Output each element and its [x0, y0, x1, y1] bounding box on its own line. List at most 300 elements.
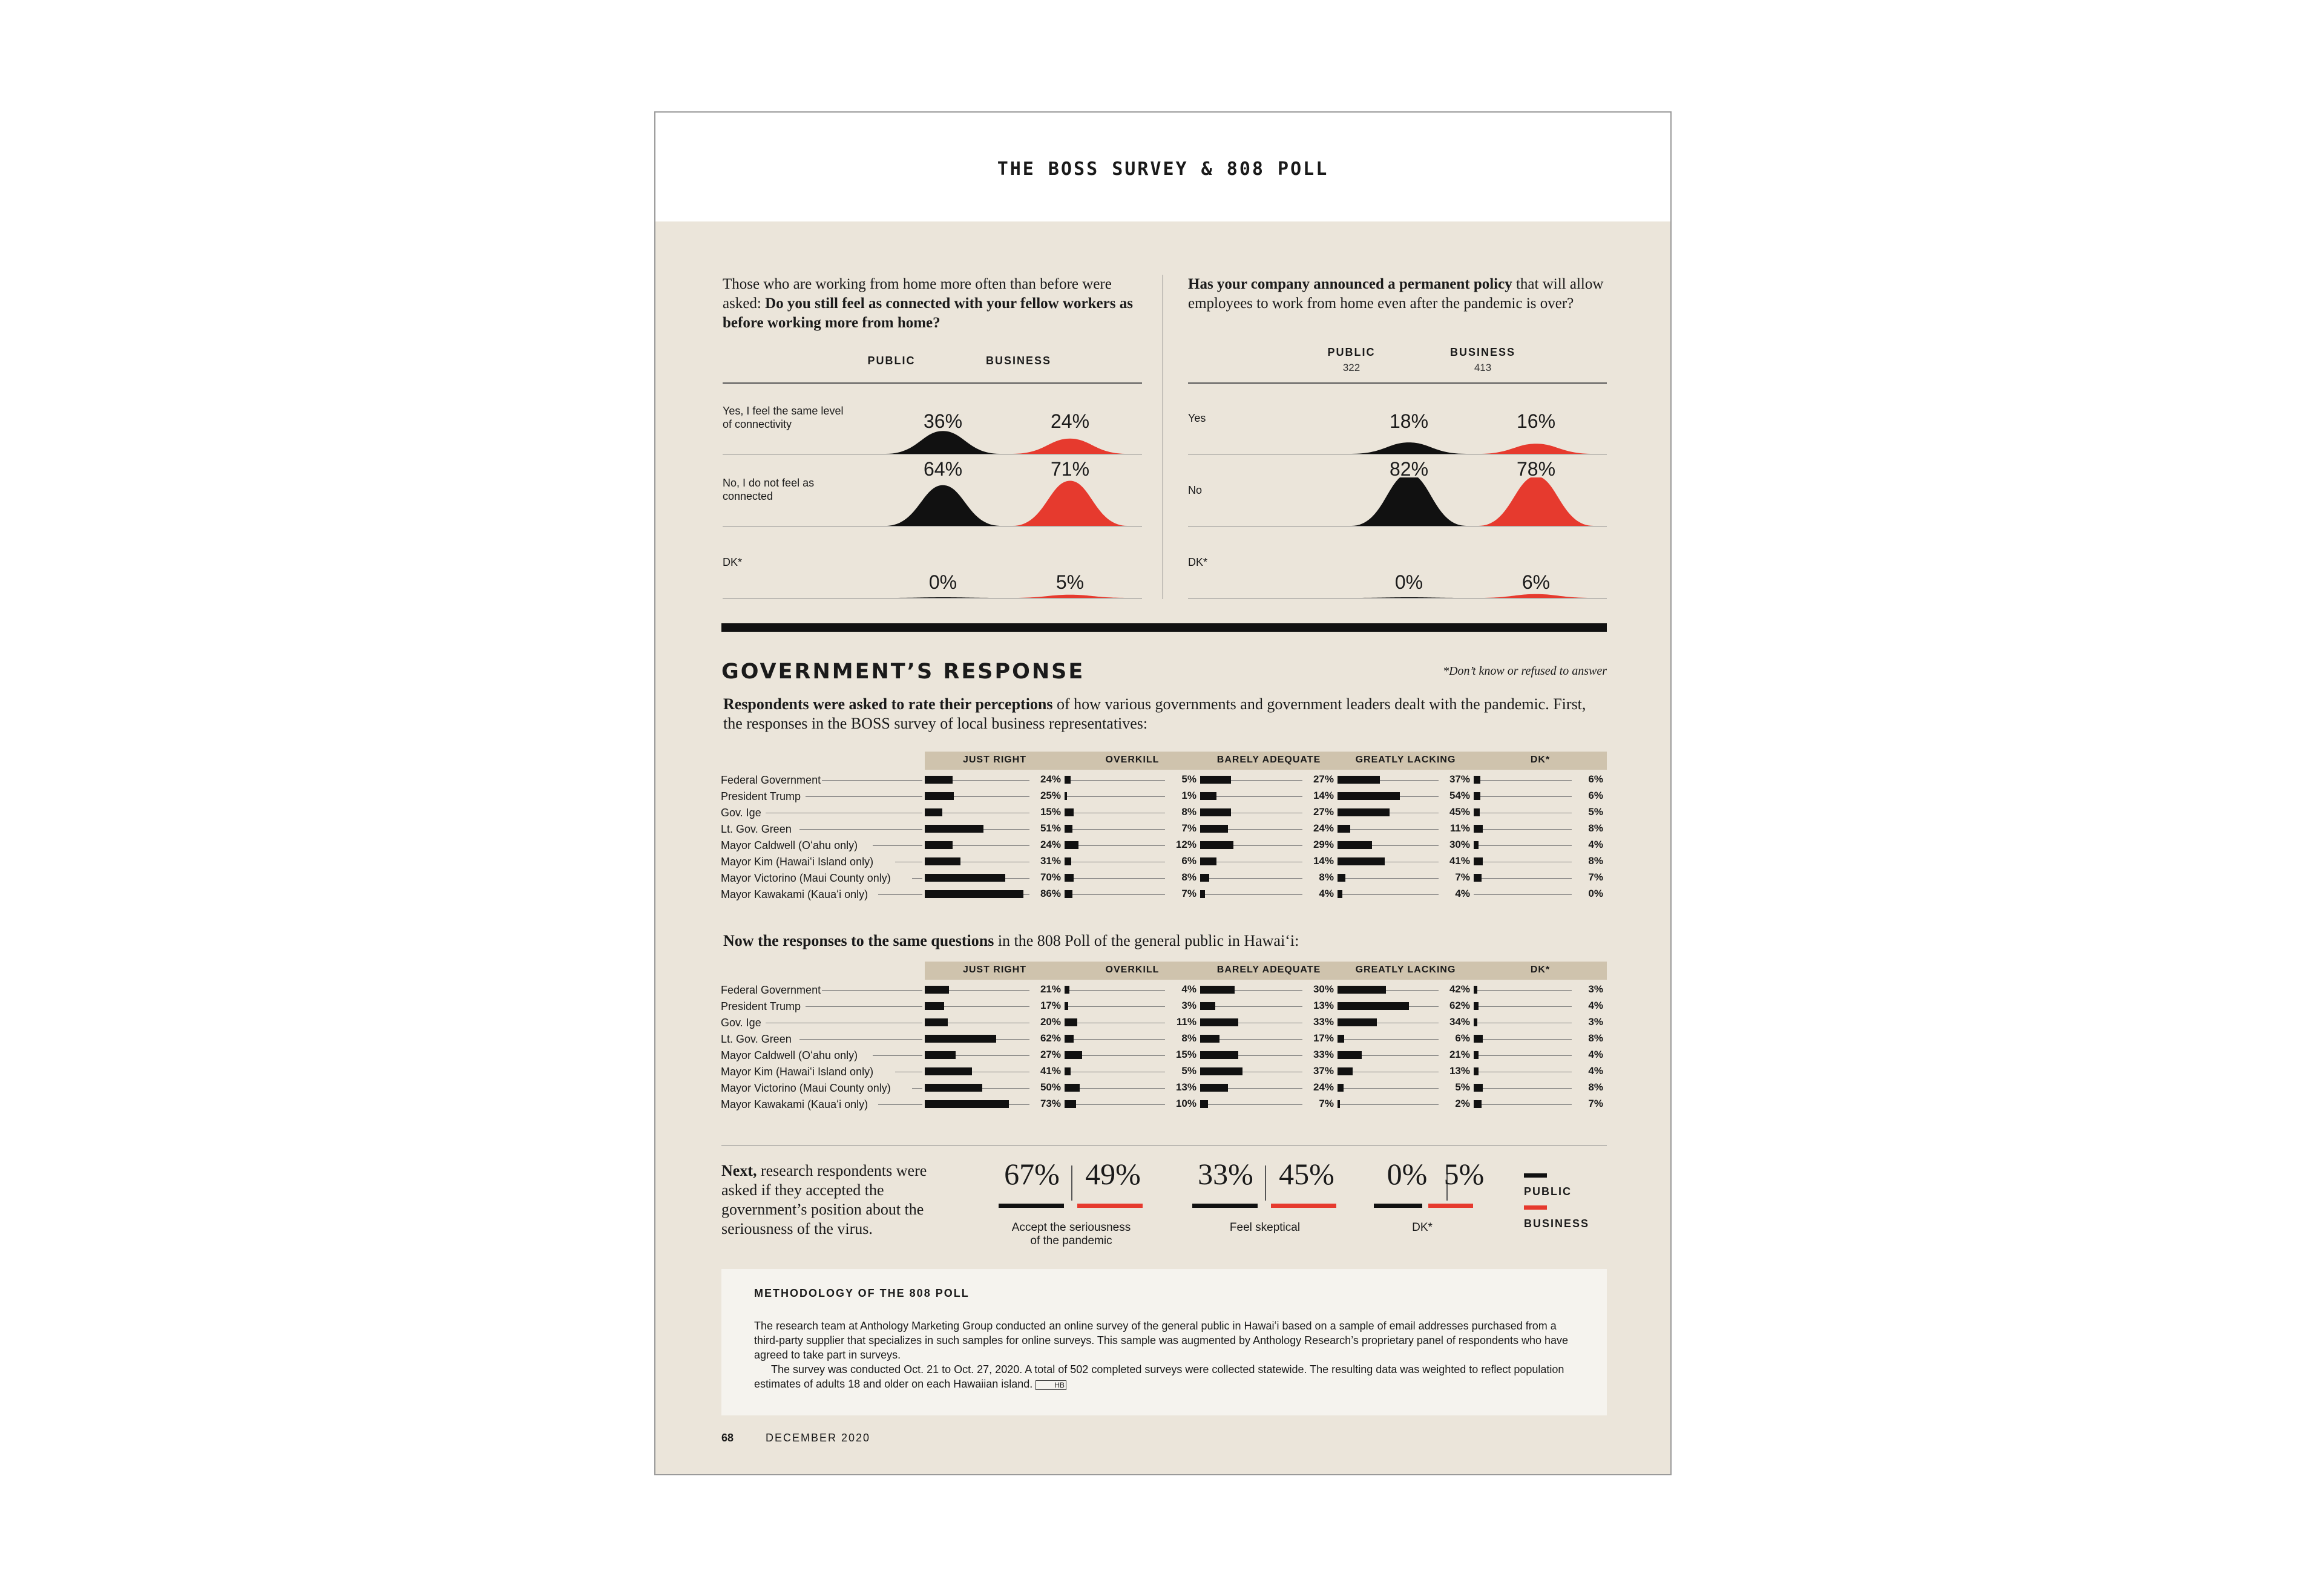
business-table-row-leader: [912, 878, 922, 879]
business-table-row-name: Mayor Kawakami (Kauaʻi only): [721, 888, 868, 900]
connected-public-bump: [885, 477, 1000, 526]
business-table-row-name: President Trump: [721, 790, 801, 802]
public-table-bar-value: 4%: [1181, 983, 1196, 995]
seriousness-caption-line1: Accept the seriousness: [1011, 1221, 1131, 1234]
business-table-bar-line: [1480, 796, 1572, 797]
seriousness-public-value: 33%: [1198, 1157, 1253, 1191]
business-table-row-name: Mayor Victorino (Maui County only): [721, 872, 891, 884]
public-table-bar: [1065, 1035, 1074, 1043]
seriousness-business-value: 45%: [1279, 1157, 1334, 1191]
public-table-bar: [925, 1002, 944, 1010]
policy-business-value: 16%: [1516, 410, 1556, 432]
business-table-row-name: Federal Government: [721, 774, 821, 786]
public-table-bar-line: [1076, 1104, 1165, 1105]
public-table-bar: [925, 1035, 996, 1043]
policy-public-bump-shape: [1351, 442, 1466, 454]
business-table-bar-value: 8%: [1588, 822, 1603, 834]
public-table-bar-value: 27%: [1040, 1049, 1061, 1060]
public-table-bar: [925, 1051, 956, 1059]
business-table-bar: [1065, 841, 1078, 849]
public-table-bar: [1338, 1002, 1409, 1010]
public-table-bar-line: [1479, 1006, 1572, 1007]
public-table-col-4: DK*: [1530, 965, 1551, 975]
public-table-bar: [925, 1084, 982, 1092]
public-table-bar-line: [1069, 990, 1165, 991]
business-table-bar-line: [953, 780, 1029, 781]
public-table-bar: [1338, 1051, 1362, 1059]
policy-row-label: No: [1188, 484, 1203, 496]
business-table-bar-value: 24%: [1040, 773, 1061, 785]
public-table-bar: [1200, 1051, 1238, 1059]
business-table-bar-line: [1071, 780, 1166, 781]
business-table-bar-line: [953, 845, 1029, 846]
business-table-bar-value: 0%: [1588, 888, 1603, 899]
seriousness-caption: [1386, 1221, 1459, 1234]
business-table-bar-value: 7%: [1588, 871, 1603, 883]
business-table-bar: [1200, 874, 1209, 882]
policy-public-bump-shape: [1351, 477, 1466, 526]
connected-business-bump: [1013, 477, 1128, 526]
business-table-bar-line: [1072, 829, 1165, 830]
business-table-bar: [1065, 874, 1074, 882]
business-table-bar: [1338, 857, 1385, 865]
public-table-bar-value: 10%: [1175, 1098, 1196, 1109]
business-table-bar: [925, 841, 953, 849]
business-intro: Respondents were asked to rate their perceptions of how various governments and government leaders dealt with the pandemic. First, the responses in the BOSS survey of local business representatives:: [723, 695, 1586, 732]
connected-public-value: 64%: [923, 458, 963, 480]
public-table-bar-value: 21%: [1449, 1049, 1470, 1060]
dk-footnote: *Don’t know or refused to answer: [1443, 664, 1607, 678]
public-table-bar-line: [1215, 1006, 1302, 1007]
business-table-bar: [925, 890, 1023, 898]
section-thick-rule: [721, 623, 1607, 632]
public-table-bar: [1200, 1002, 1215, 1010]
business-table-bar-value: 27%: [1313, 773, 1334, 785]
business-table-bar-value: 27%: [1313, 806, 1334, 818]
public-table-bar-value: 62%: [1449, 1000, 1470, 1011]
business-table-bar-value: 11%: [1449, 822, 1470, 834]
public-table-bar-value: 8%: [1181, 1032, 1196, 1044]
seriousness-business-bar: [1077, 1204, 1143, 1208]
business-table-bar-value: 86%: [1040, 888, 1061, 899]
public-table-row-name: Mayor Caldwell (Oʻahu only): [721, 1049, 858, 1061]
policy-business-bump: [1479, 477, 1594, 526]
public-table-bar: [1474, 1084, 1483, 1092]
business-table-bar-value: 6%: [1588, 790, 1603, 801]
public-table-row-leader: [878, 1104, 922, 1105]
seriousness-business-bar: [1271, 1204, 1336, 1208]
public-table-col-0: JUST RIGHT: [962, 965, 1027, 975]
business-table-row-leader: [799, 829, 922, 830]
public-table-bar: [925, 1018, 948, 1026]
public-table-bar: [1200, 1100, 1208, 1108]
business-table-bar: [1338, 874, 1345, 882]
connected-business-value: 5%: [1055, 571, 1085, 593]
seriousness-divider: [1071, 1165, 1072, 1201]
connected-business-value: 71%: [1050, 458, 1090, 480]
public-table-bar-value: 21%: [1040, 983, 1061, 995]
business-table-bar-line: [1345, 878, 1439, 879]
business-table-row-name: Gov. Ige: [721, 807, 761, 819]
public-table-bar-line: [1219, 1039, 1302, 1040]
connected-col-business: BUSINESS: [985, 355, 1052, 367]
business-table-bar-value: 54%: [1449, 790, 1470, 801]
business-table-bar-line: [1474, 894, 1572, 895]
public-table-bar: [1338, 1084, 1344, 1092]
business-table-bar-value: 30%: [1449, 839, 1470, 850]
business-table-bar-line: [1350, 829, 1439, 830]
business-table-bar: [1200, 808, 1231, 816]
business-table-bar-value: 37%: [1449, 773, 1470, 785]
magazine-page: [654, 111, 1672, 1475]
public-table-bar-line: [1386, 990, 1439, 991]
business-table-bar-line: [1078, 845, 1165, 846]
public-table-bar: [925, 986, 949, 994]
legend-public-label: PUBLIC: [1524, 1185, 1572, 1198]
public-table-bar-value: 33%: [1313, 1016, 1334, 1028]
business-table-bar-line: [1400, 796, 1439, 797]
public-table-row-leader: [822, 990, 922, 991]
business-table-bar: [1474, 841, 1479, 849]
policy-public-value: 82%: [1389, 458, 1429, 480]
public-table-bar: [1474, 1100, 1482, 1108]
public-table-bar: [1474, 1035, 1483, 1043]
business-table-bar: [925, 792, 954, 800]
public-table-bar-value: 4%: [1588, 1000, 1603, 1011]
business-table-bar: [1065, 890, 1072, 898]
page-header: [655, 113, 1670, 221]
public-table-row-leader: [799, 1039, 922, 1040]
business-table-row-name: Mayor Kim (Hawaiʻi Island only): [721, 856, 874, 868]
business-table-bar: [925, 874, 1005, 882]
policy-col-business: BUSINESS: [1449, 346, 1516, 358]
public-table-row-leader: [873, 1055, 922, 1056]
connected-business-bump-shape: [1013, 480, 1128, 526]
business-table-bar: [1200, 776, 1231, 784]
public-table-bar-line: [1228, 1088, 1302, 1089]
business-table-bar-line: [1231, 780, 1302, 781]
public-table-bar: [1065, 986, 1069, 994]
public-table-bar-value: 20%: [1040, 1016, 1061, 1028]
public-table-bar-line: [944, 1006, 1029, 1007]
public-table-col-3: GREATLY LACKING: [1355, 965, 1456, 975]
business-table-col-0: JUST RIGHT: [962, 755, 1027, 765]
public-table-bar: [1338, 986, 1386, 994]
public-table-bar-value: 7%: [1588, 1098, 1603, 1109]
seriousness-public-value: 67%: [1004, 1157, 1060, 1191]
public-table-row-name: President Trump: [721, 1000, 801, 1012]
public-table-row-name: Mayor Victorino (Maui County only): [721, 1082, 891, 1094]
business-table-bar-value: 45%: [1449, 806, 1470, 818]
seriousness-caption-line2: of the pandemic: [1030, 1234, 1112, 1247]
public-table-bar: [1065, 1067, 1071, 1075]
business-table-col-1: OVERKILL: [1105, 755, 1160, 765]
legend-business-label: BUSINESS: [1524, 1218, 1590, 1230]
policy-question: Has your company announced a permanent policy that will allow employees to work from home even after the pandemic is over?: [1188, 276, 1604, 312]
policy-business-bump-shape: [1479, 477, 1594, 526]
business-table-bar-line: [1233, 845, 1302, 846]
public-table-bar-line: [1482, 1104, 1572, 1105]
public-table-bar: [1474, 1002, 1479, 1010]
connected-public-value: 0%: [928, 571, 957, 593]
connected-col-public: PUBLIC: [867, 355, 916, 367]
connected-public-bump-shape: [885, 485, 1000, 526]
seriousness-caption-line1: DK*: [1412, 1221, 1433, 1234]
public-table-row-name: Federal Government: [721, 984, 821, 996]
policy-business-value: 6%: [1521, 571, 1551, 593]
connected-header-rule: [723, 382, 1142, 384]
seriousness-business-value: 5%: [1443, 1157, 1485, 1191]
business-table-bar-line: [954, 796, 1030, 797]
public-table-col-1: OVERKILL: [1105, 965, 1160, 975]
public-table-bar: [1200, 1018, 1238, 1026]
business-table-bar-value: 14%: [1313, 790, 1334, 801]
public-table-bar-line: [1483, 1088, 1572, 1089]
public-table-bar-value: 3%: [1181, 1000, 1196, 1011]
business-table-bar-line: [1005, 878, 1029, 879]
public-table-bar-value: 3%: [1588, 983, 1603, 995]
business-table-bar-value: 6%: [1181, 855, 1196, 867]
public-table-row-name: Gov. Ige: [721, 1017, 761, 1029]
business-table-row-leader: [873, 845, 922, 846]
business-table-bar-line: [1228, 829, 1302, 830]
public-table-bar: [1474, 1067, 1479, 1075]
business-table-bar: [925, 776, 953, 784]
connected-business-value: 24%: [1050, 410, 1090, 432]
business-table-bar: [1200, 825, 1228, 833]
public-table-bar-value: 8%: [1588, 1032, 1603, 1044]
public-table-row-leader: [912, 1088, 922, 1089]
public-table-bar-value: 4%: [1588, 1065, 1603, 1077]
public-table-bar-line: [1479, 1055, 1572, 1056]
business-table-bar: [1474, 808, 1480, 816]
business-table-bar-value: 7%: [1181, 888, 1196, 899]
business-table-bar-line: [1074, 878, 1165, 879]
business-table-col-4: DK*: [1530, 755, 1551, 765]
business-table-bar: [1338, 808, 1390, 816]
business-table-bar: [1474, 825, 1483, 833]
business-table-bar: [925, 808, 942, 816]
public-table-row-name: Mayor Kim (Hawaiʻi Island only): [721, 1066, 874, 1078]
seriousness-caption-line1: Feel skeptical: [1229, 1221, 1301, 1234]
public-table-bar-value: 42%: [1449, 983, 1470, 995]
business-table-bar-value: 41%: [1449, 855, 1470, 867]
business-table-bar-value: 31%: [1040, 855, 1061, 867]
policy-n-business: 413: [1474, 362, 1492, 373]
public-table-bar: [1065, 1100, 1076, 1108]
seriousness-caption: [980, 1221, 1162, 1248]
public-table-col-2: BARELY ADEQUATE: [1216, 965, 1321, 975]
business-table-row-leader: [822, 780, 922, 781]
public-table-bar: [1474, 1051, 1479, 1059]
legend-public-swatch: [1524, 1173, 1547, 1178]
public-table-bar-value: 50%: [1040, 1081, 1061, 1093]
policy-row-label: Yes: [1188, 412, 1206, 424]
business-table-bar-value: 8%: [1181, 871, 1196, 883]
business-table-bar-value: 4%: [1588, 839, 1603, 850]
public-table-bar: [1200, 986, 1235, 994]
connected-business-bump-shape: [1013, 439, 1128, 454]
business-table-bar: [1065, 857, 1071, 865]
public-table-bar-value: 15%: [1175, 1049, 1196, 1060]
seriousness-public-bar: [1192, 1204, 1258, 1208]
business-table-bar-value: 24%: [1313, 822, 1334, 834]
public-table-header: [925, 962, 1607, 980]
business-table-bar-line: [1072, 894, 1165, 895]
business-table-bar: [1338, 841, 1372, 849]
public-table-bar-value: 6%: [1455, 1032, 1470, 1044]
public-table-bar-value: 34%: [1449, 1016, 1470, 1028]
business-table-bar-value: 70%: [1040, 871, 1061, 883]
public-table-bar-value: 73%: [1040, 1098, 1061, 1109]
business-table-bar: [1474, 857, 1483, 865]
business-table-bar-value: 1%: [1181, 790, 1196, 801]
seriousness-business-value: 49%: [1085, 1157, 1141, 1191]
business-table-bar-value: 24%: [1040, 839, 1061, 850]
government-response-heading: GOVERNMENT’S RESPONSE: [721, 660, 1085, 684]
public-table-bar-value: 17%: [1313, 1032, 1334, 1044]
seriousness-business-bar: [1428, 1204, 1473, 1208]
business-table-bar: [925, 825, 983, 833]
public-table-bar: [1065, 1018, 1077, 1026]
issue-date: DECEMBER 2020: [766, 1432, 871, 1444]
public-table-bar-line: [1409, 1006, 1439, 1007]
business-table-bar: [1474, 792, 1480, 800]
public-table-bar-line: [1238, 1055, 1302, 1056]
public-table-bar-value: 17%: [1040, 1000, 1061, 1011]
public-table-bar-line: [1362, 1055, 1439, 1056]
public-table-bar: [1065, 1051, 1082, 1059]
methodology-box: [721, 1269, 1607, 1415]
public-table-bar-line: [1477, 990, 1572, 991]
end-mark: HB: [1036, 1380, 1066, 1390]
public-table-bar-line: [1235, 990, 1302, 991]
connected-row-label: DK*: [723, 556, 743, 568]
methodology-paragraph-1: The research team at Anthology Marketing Group conducted an online survey of the general public in Hawaiʻi based on a sample of email addresses purchased from a third-party supplier that specializes in such samples for online surveys. This sample was augmented by Anthology Research’s proprietary panel of respondents who have agreed to take part in surveys.: [754, 1320, 1569, 1361]
business-table-bar-value: 15%: [1040, 806, 1061, 818]
public-table-bar-line: [1344, 1088, 1439, 1089]
methodology-heading: METHODOLOGY OF THE 808 POLL: [754, 1287, 970, 1299]
business-table-header: [925, 752, 1607, 770]
public-table-bar-line: [1344, 1039, 1439, 1040]
business-table-bar-line: [1380, 780, 1439, 781]
business-table-bar-value: 8%: [1588, 855, 1603, 867]
public-table-row-name: Mayor Kawakami (Kauaʻi only): [721, 1098, 868, 1110]
business-table-bar-line: [1342, 894, 1439, 895]
business-table-bar-value: 5%: [1181, 773, 1196, 785]
policy-public-value: 0%: [1394, 571, 1423, 593]
public-table-bar-value: 37%: [1313, 1065, 1334, 1077]
page-number: 68: [721, 1432, 734, 1444]
business-table-bar-value: 4%: [1319, 888, 1334, 899]
public-table-bar-value: 24%: [1313, 1081, 1334, 1093]
public-table-bar-value: 33%: [1313, 1049, 1334, 1060]
legend-business-swatch: [1524, 1205, 1547, 1210]
public-table-bar-line: [1082, 1055, 1166, 1056]
connected-public-value: 36%: [923, 410, 963, 432]
business-table-bar: [925, 857, 960, 865]
business-table-bar-line: [1205, 894, 1302, 895]
seriousness-public-bar: [1374, 1204, 1422, 1208]
business-table-bar-value: 7%: [1455, 871, 1470, 883]
public-table-bar-value: 3%: [1588, 1016, 1603, 1028]
public-table-bar-line: [1009, 1104, 1029, 1105]
seriousness-public-value: 0%: [1387, 1157, 1428, 1191]
methodology-paragraph-2: The survey was conducted Oct. 21 to Oct. 27, 2020. A total of 502 completed surveys were collected statewide. The resulting data was weighted to reflect population estimates of adults 18 and older on each Hawaiian island. HB: [754, 1363, 1564, 1390]
business-table-bar-line: [1216, 796, 1302, 797]
business-table-bar: [1474, 874, 1482, 882]
seriousness-public-bar: [999, 1204, 1064, 1208]
public-table-bar-line: [1483, 1039, 1572, 1040]
public-table-bar-line: [996, 1039, 1029, 1040]
public-table-bar-line: [1074, 1039, 1165, 1040]
business-table-bar: [1200, 841, 1233, 849]
business-table-bar-value: 12%: [1175, 839, 1196, 850]
public-table-row-name: Lt. Gov. Green: [721, 1033, 792, 1045]
public-table-bar-line: [956, 1055, 1029, 1056]
public-table-bar: [1065, 1084, 1080, 1092]
business-table-bar: [1338, 890, 1342, 898]
policy-header-rule: [1188, 382, 1607, 384]
business-table-bar: [1200, 792, 1216, 800]
business-table-bar-line: [1372, 845, 1439, 846]
public-table-bar-value: 30%: [1313, 983, 1334, 995]
business-table-bar: [1338, 792, 1400, 800]
connected-row-label: Yes, I feel the same level of connectivity: [723, 405, 844, 430]
methodology-body: [754, 1319, 1583, 1391]
business-table-bar-value: 51%: [1040, 822, 1061, 834]
business-table-bar-line: [1479, 845, 1572, 846]
business-table-bar-value: 14%: [1313, 855, 1334, 867]
public-table-bar: [1200, 1084, 1228, 1092]
business-table-bar-value: 8%: [1181, 806, 1196, 818]
seriousness-divider: [1265, 1165, 1266, 1201]
business-table-bar: [1065, 825, 1072, 833]
business-table-bar-value: 29%: [1313, 839, 1334, 850]
connected-public-bump-shape: [885, 431, 1000, 454]
business-table-bar: [1065, 776, 1071, 784]
policy-n-public: 322: [1342, 362, 1361, 373]
business-table-row-leader: [878, 894, 922, 895]
public-table-bar: [1338, 1018, 1377, 1026]
public-table-row-leader: [806, 1006, 923, 1007]
public-table-bar-value: 5%: [1181, 1065, 1196, 1077]
public-intro: Now the responses to the same questions in the 808 Poll of the general public in Hawaiʻi:: [723, 932, 1299, 949]
policy-row-label: DK*: [1188, 556, 1208, 568]
public-table-bar: [925, 1100, 1009, 1108]
business-table-col-2: BARELY ADEQUATE: [1216, 755, 1321, 765]
business-table-bar: [1200, 857, 1216, 865]
business-table-row-name: Mayor Caldwell (Oʻahu only): [721, 839, 858, 851]
business-table-bar-line: [1482, 878, 1572, 879]
public-table-bar: [1200, 1035, 1219, 1043]
business-table-bar-line: [1480, 780, 1572, 781]
business-table-bar-value: 8%: [1319, 871, 1334, 883]
public-table-bar-value: 8%: [1588, 1081, 1603, 1093]
business-table-bar: [1065, 808, 1074, 816]
public-table-bar: [1200, 1067, 1242, 1075]
policy-business-value: 78%: [1516, 458, 1556, 480]
business-table-bar-line: [1209, 878, 1302, 879]
public-table-bar-value: 11%: [1176, 1016, 1196, 1028]
public-table-bar: [1338, 1067, 1353, 1075]
public-table-bar-line: [1080, 1088, 1165, 1089]
business-table-bar: [1200, 890, 1205, 898]
public-table-bar-value: 13%: [1449, 1065, 1470, 1077]
page-title: THE BOSS SURVEY & 808 POLL: [997, 159, 1329, 180]
business-table-bar-value: 4%: [1455, 888, 1470, 899]
business-table-bar-line: [1067, 796, 1165, 797]
